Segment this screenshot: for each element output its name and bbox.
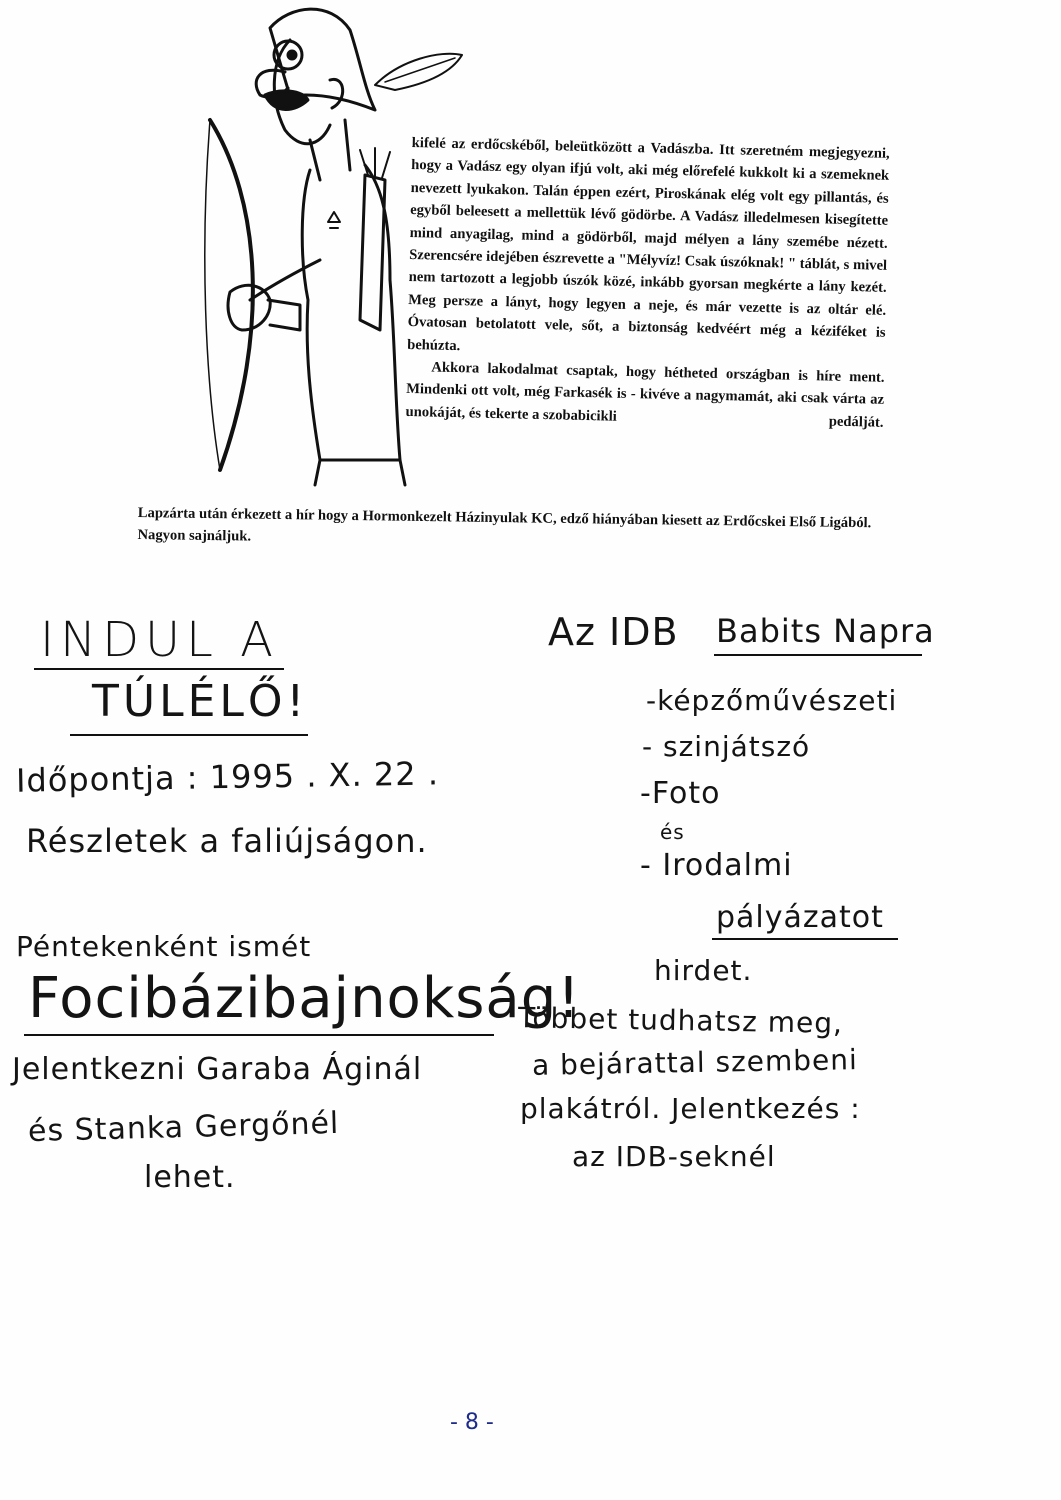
event-details: Részletek a faliújságon. — [26, 822, 428, 860]
survivor-title-line1: INDUL A — [40, 612, 279, 668]
article-text — [405, 132, 889, 434]
more-info-line: a bejárattal szembeni — [531, 1043, 859, 1082]
signup-lehet: lehet. — [144, 1160, 236, 1195]
more-info-line: Többet tudhatsz meg, — [517, 1001, 844, 1040]
article-paragraph: kifelé az erdőcskéből, beleütközött a Vadászba. Itt szeretném megjegyezni, hogy a Vadász egy olyan ifjú volt, aki még előrefelé kukkolt ki a szemeknek nevezett lyukakon. Talán éppen ezért, Piroskának elég volt egy pillantás, és egyből beleesett a mellettük lévő gödörbe. A Vadász illedelmesen kisegítette mind anyagilag, mind a gödörből, majd mélyen a lány szemébe nézett. Szerencsére idejében észrevette a "Mélyvíz! Csak úszóknak! " táblát, s mivel nem tartozott a legjobb úszók közé, inkább gyorsan megkérte a lány kezét. Meg persze a lányt, hogy legyen a neje, és már vezette is az oltár elé. Óvatosan betolatott vele, sőt, a biztonság kedvéért még a kéziféket is behúzta. — [406, 134, 890, 354]
signup-names: és Stanka Gergőnél — [27, 1105, 340, 1150]
championship-title: Focibázibajnokság! — [28, 966, 581, 1031]
conjunction-es: és — [660, 820, 685, 844]
title-underline — [70, 734, 308, 736]
category-item: - szinjátszó — [642, 730, 811, 763]
category-item: -Foto — [640, 776, 721, 811]
more-info-line: az IDB-seknél — [572, 1140, 776, 1173]
championship-underline — [24, 1034, 494, 1036]
event-date: Időpontja : 1995 . X. 22 . — [15, 754, 440, 800]
page-number: - 8 - — [450, 1410, 494, 1435]
friday-line: Péntekenként ismét — [16, 930, 312, 963]
announces-word: hirdet. — [654, 954, 753, 987]
more-info-line: plakátról. Jelentkezés : — [520, 1092, 861, 1125]
competition-word: pályázatot — [716, 900, 884, 935]
babits-napra: Babits Napra — [716, 612, 935, 650]
deadline-notice: Lapzárta után érkezett a hír hogy a Hormonkezelt Házinyulak KC, edző hiányában kiesett az Erdőcskei Első Ligából. Nagyon sajnáljuk. — [137, 504, 872, 545]
competition-underline — [712, 938, 898, 940]
signup-line: Jelentkezni Garaba Áginál — [12, 1052, 423, 1087]
category-item: -képzőművészeti — [646, 684, 898, 717]
category-item: - Irodalmi — [640, 848, 793, 883]
article-paragraph-text: Akkora lakodalmat csaptak, hogy hétheted országban is híre ment. Mindenki ott volt, még Farkasék is - kivéve a nagymamát, aki csak várta az unokáját, és tekerte a szobabicikli — [405, 359, 885, 425]
survivor-title-line2: TÚLÉLŐ! — [92, 676, 309, 727]
title-underline — [34, 668, 284, 670]
article-paragraph-end: pedálját. — [828, 413, 884, 432]
napra-underline — [714, 654, 922, 656]
idb-heading: Az IDB — [548, 610, 679, 654]
